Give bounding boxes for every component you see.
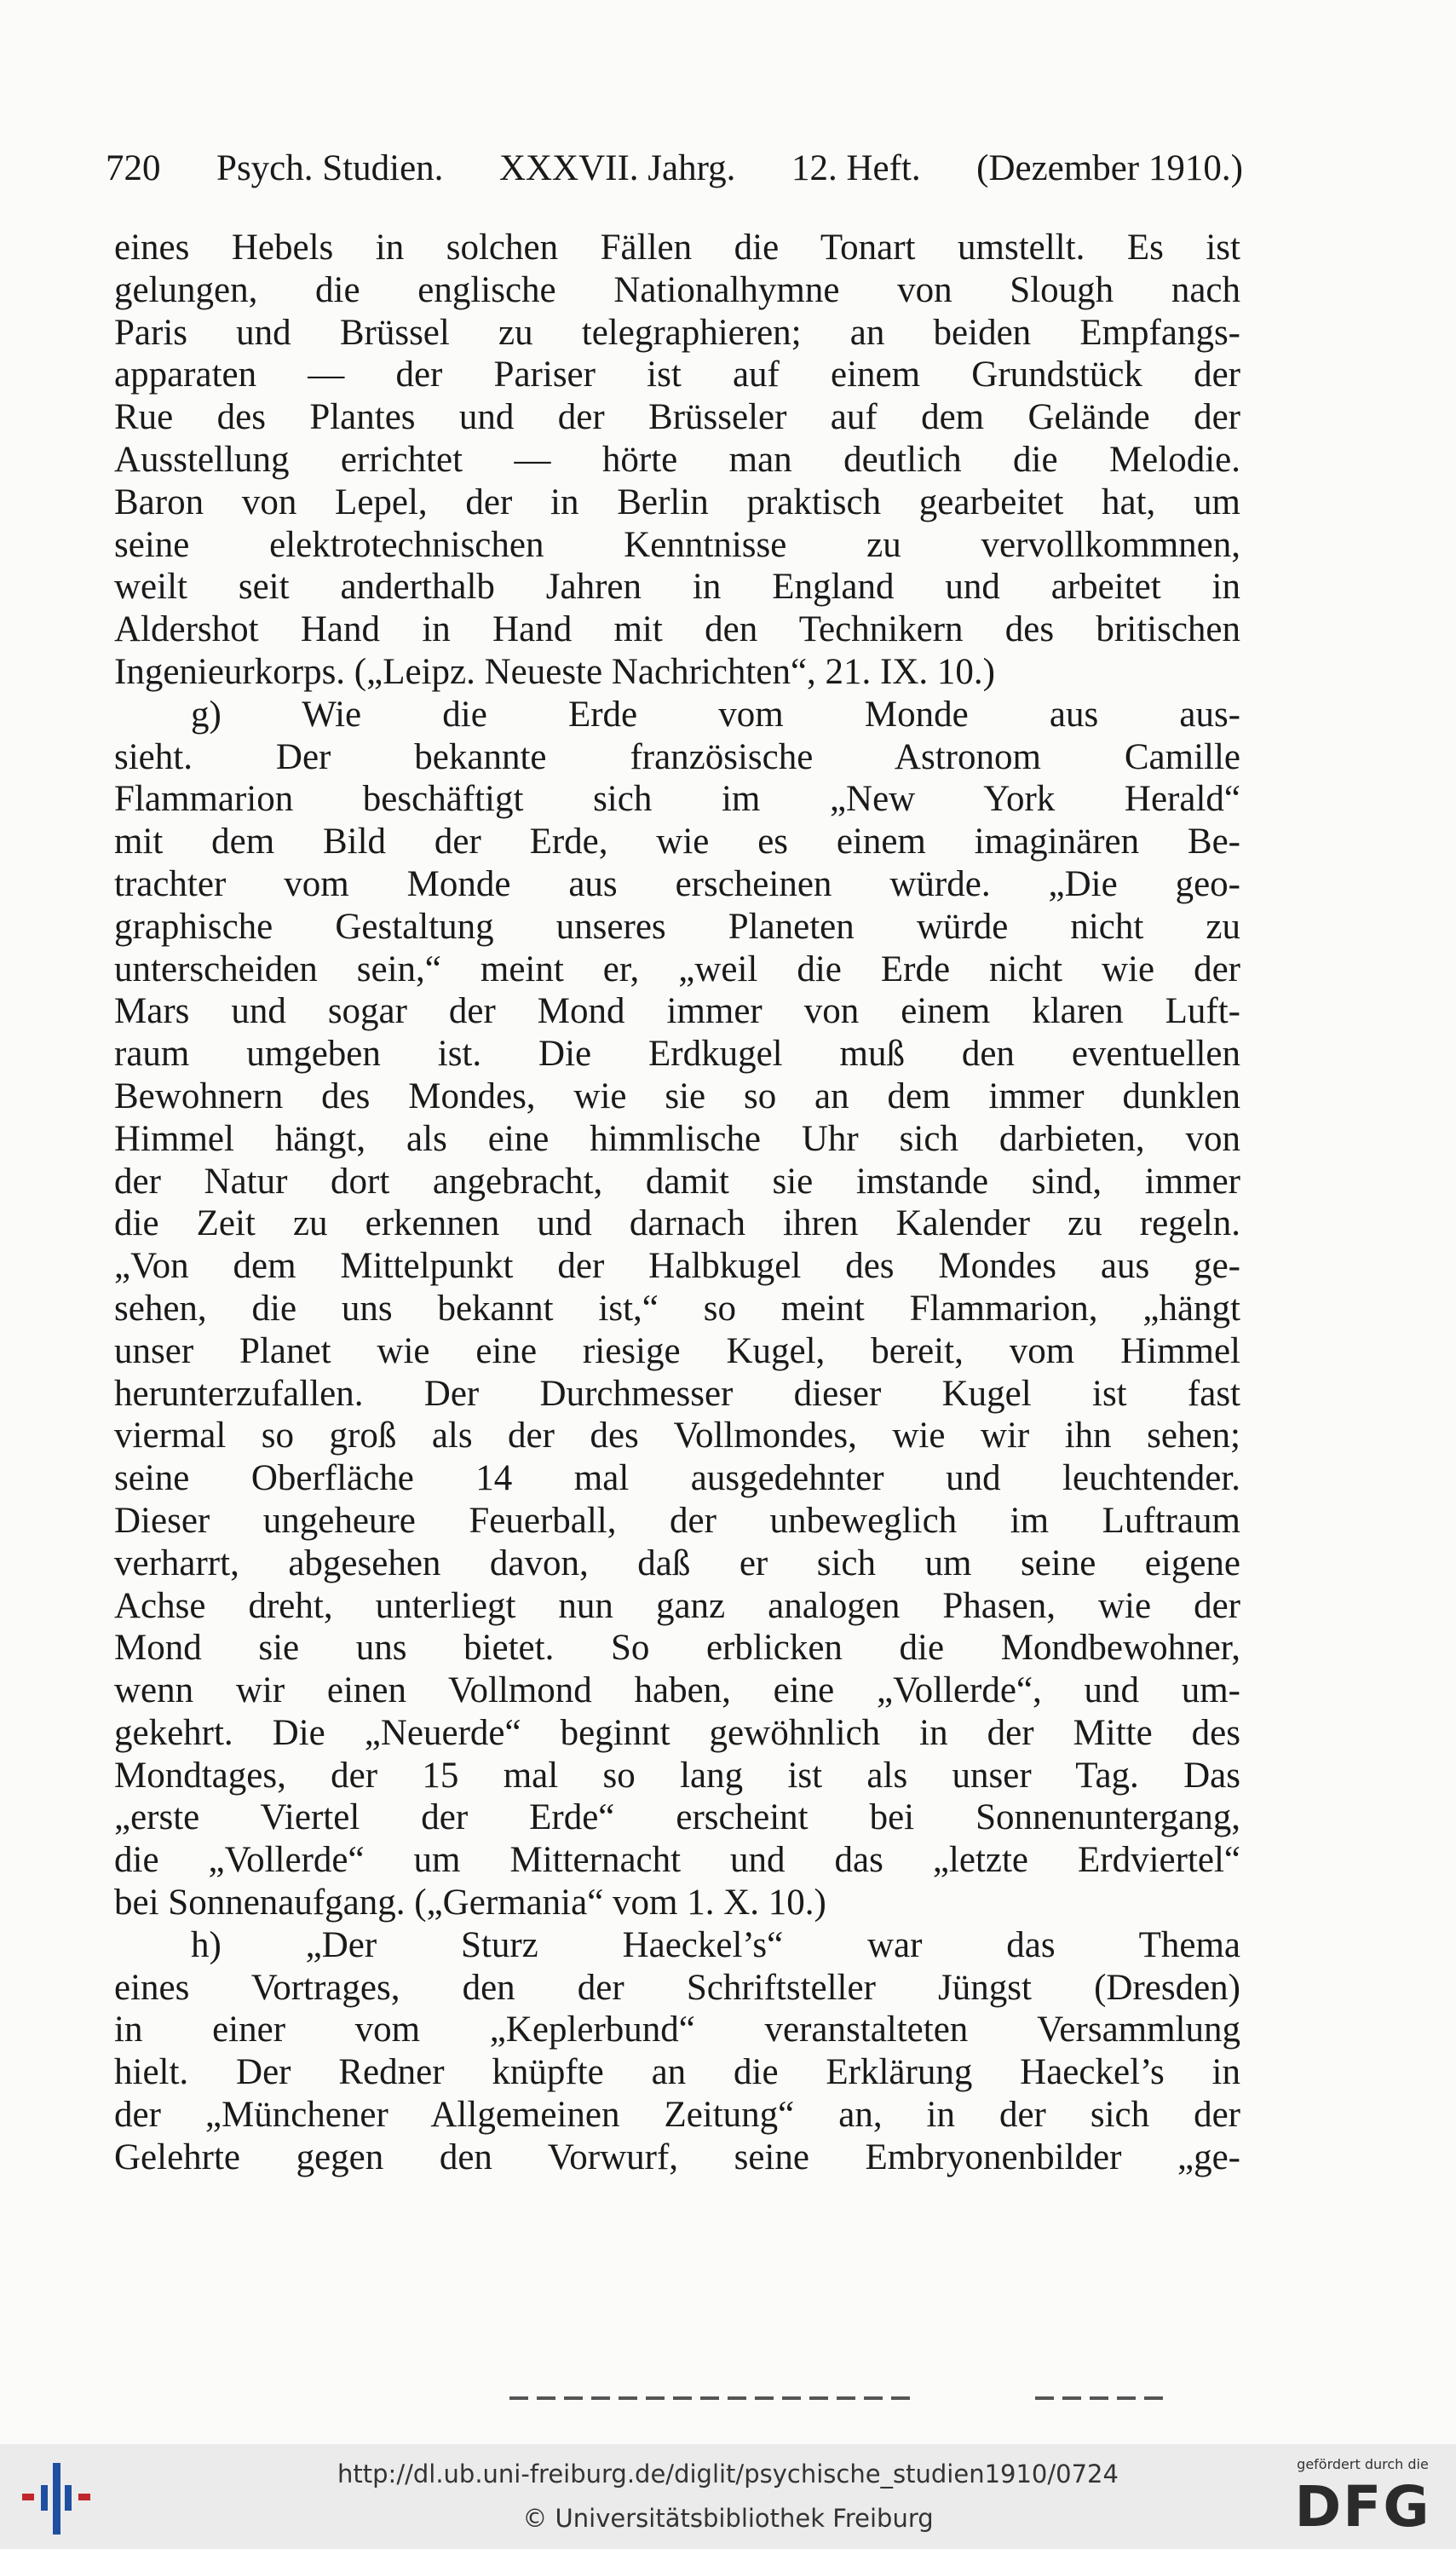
section-heading-line: g) Wie die Erde vom Monde aus aus- (191, 694, 1240, 735)
text-line: weilt seit anderthalb Jahren in England und arbeitet in (114, 567, 1240, 608)
permalink-url[interactable]: http://dl.ub.uni-freiburg.de/diglit/psychische_studien1910/0724 (337, 2460, 1119, 2488)
text-line: unser Planet wie eine riesige Kugel, bereit, vom Himmel (114, 1330, 1240, 1371)
text-line: „Von dem Mittelpunkt der Halbkugel des Mondes aus ge- (114, 1246, 1240, 1287)
text-line: mit dem Bild der Erde, wie es einem imaginären Be- (114, 822, 1240, 862)
text-line: viermal so groß als der des Vollmondes, wie wir ihn sehen; (114, 1416, 1240, 1456)
text-line: verharrt, abgesehen davon, daß er sich um seine eigene (114, 1543, 1240, 1583)
text-line: Paris und Brüssel zu telegraphieren; an beiden Empfangs- (114, 312, 1240, 353)
text-line: eines Hebels in solchen Fällen die Tonart umstellt. Es ist (114, 228, 1240, 268)
viewer-footer (0, 2444, 1456, 2549)
text-line: Flammarion beschäftigt sich im „New York Herald“ (114, 779, 1240, 820)
page-number: 720 (106, 148, 161, 188)
volume: XXXVII. Jahrg. (498, 148, 736, 188)
text-line: apparaten — der Pariser ist auf einem Grundstück der (114, 355, 1240, 395)
scan-artifact-dashes (509, 2396, 910, 2400)
text-line: „erste Viertel der Erde“ erscheint bei Sonnenuntergang, (114, 1797, 1240, 1838)
journal-title: Psych. Studien. (216, 148, 444, 188)
text-line: wenn wir einen Vollmond haben, eine „Vollerde“, und um- (114, 1670, 1240, 1711)
text-line: sieht. Der bekannte französische Astronom Camille (114, 736, 1240, 777)
dfg-logo (1280, 2456, 1446, 2541)
copyright-notice: © Universitätsbibliothek Freiburg (522, 2504, 934, 2533)
text-line: Baron von Lepel, der in Berlin praktisch gearbeitet hat, um (114, 482, 1240, 522)
text-line: gelungen, die englische Nationalhymne von Slough nach (114, 269, 1240, 310)
text-line: Mond sie uns bietet. So erblicken die Mondbewohner, (114, 1628, 1240, 1669)
text-line: sehen, die uns bekannt ist,“ so meint Flammarion, „hängt (114, 1288, 1240, 1329)
article-text (114, 227, 1240, 2179)
text-line: Gelehrte gegen den Vorwurf, seine Embryonenbilder „ge- (114, 2137, 1240, 2177)
text-line: Achse dreht, unterliegt nun ganz analogen Phasen, wie der (114, 1585, 1240, 1626)
text-line: herunterzufallen. Der Durchmesser dieser Kugel ist fast (114, 1373, 1240, 1414)
text-line: Himmel hängt, als eine himmlische Uhr sich darbieten, von (114, 1118, 1240, 1159)
text-line: Aldershot Hand in Hand mit den Technikern des britischen (114, 609, 1240, 650)
text-line: Mondtages, der 15 mal so lang ist als unser Tag. Das (114, 1755, 1240, 1796)
text-line: unterscheiden sein,“ meint er, „weil die Erde nicht wie der (114, 949, 1240, 989)
text-line: Dieser ungeheure Feuerball, der unbeweglich im Luftraum (114, 1500, 1240, 1541)
scan-artifact-dashes (1035, 2396, 1167, 2400)
text-line: der „Münchener Allgemeinen Zeitung“ an, in der sich der (114, 2095, 1240, 2136)
text-line: graphische Gestaltung unseres Planeten würde nicht zu (114, 906, 1240, 947)
text-line: in einer vom „Keplerbund“ veranstalteten Versammlung (114, 2010, 1240, 2050)
text-line: Bewohnern des Mondes, wie sie so an dem immer dunklen (114, 1076, 1240, 1116)
issue-date: (Dezember 1910.) (976, 148, 1243, 188)
dfg-caption: gefördert durch die (1297, 2456, 1429, 2472)
text-line: Mars und sogar der Mond immer von einem klaren Luft- (114, 991, 1240, 1032)
running-header (106, 143, 1243, 194)
issue: 12. Heft. (791, 148, 921, 188)
text-line: bei Sonnenaufgang. („Germania“ vom 1. X. 10.) (114, 1883, 826, 1923)
text-line: der Natur dort angebracht, damit sie imstande sind, immer (114, 1161, 1240, 1202)
text-line: seine elektrotechnischen Kenntnisse zu vervollkommnen, (114, 524, 1240, 565)
text-line: die Zeit zu erkennen und darnach ihren Kalender zu regeln. (114, 1203, 1240, 1244)
text-line: seine Oberfläche 14 mal ausgedehnter und leuchtender. (114, 1458, 1240, 1499)
text-line: trachter vom Monde aus erscheinen würde. „Die geo- (114, 863, 1240, 904)
text-line: die „Vollerde“ um Mitternacht und das „letzte Erdviertel“ (114, 1840, 1240, 1881)
text-line: eines Vortrages, den der Schriftsteller Jüngst (Dresden) (114, 1967, 1240, 2008)
text-line: Ausstellung errichtet — hörte man deutlich die Melodie. (114, 439, 1240, 480)
text-line: raum umgeben ist. Die Erdkugel muß den eventuellen (114, 1034, 1240, 1075)
text-line: gekehrt. Die „Neuerde“ beginnt gewöhnlich in der Mitte des (114, 1712, 1240, 1753)
text-line: Ingenieurkorps. („Leipz. Neueste Nachrichten“, 21. IX. 10.) (114, 651, 995, 692)
dfg-logo-text: DFG (1294, 2474, 1431, 2540)
text-line: Rue des Plantes und der Brüsseler auf dem Gelände der (114, 397, 1240, 438)
section-heading-line: h) „Der Sturz Haeckel’s“ war das Thema (191, 1924, 1240, 1965)
text-line: hielt. Der Redner knüpfte an die Erklärung Haeckel’s in (114, 2052, 1240, 2093)
